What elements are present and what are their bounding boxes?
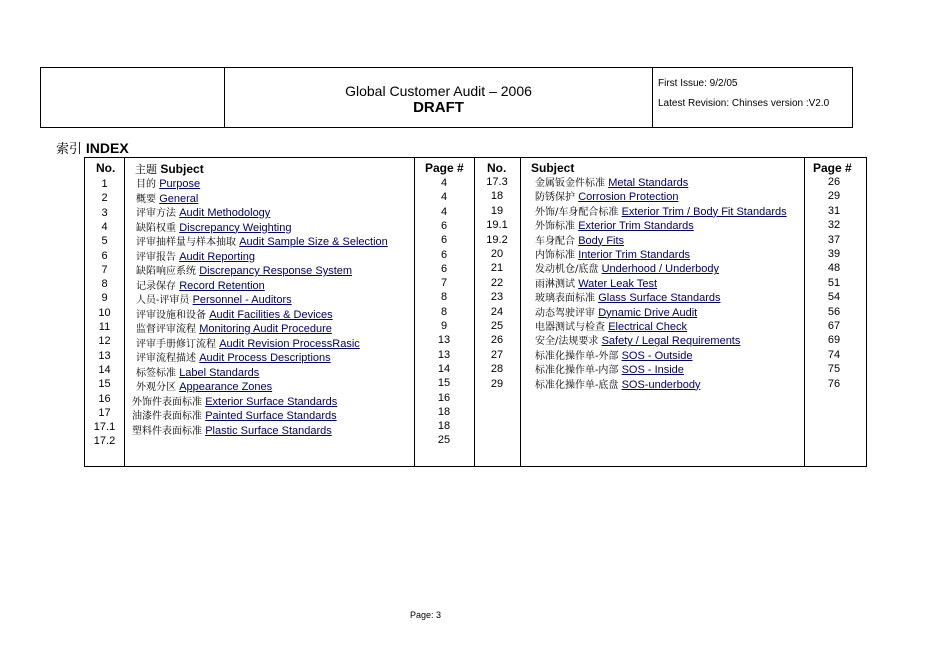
row-subject-cn: 缺陷权重	[136, 222, 180, 234]
row-subject	[535, 292, 720, 305]
row-subject-cn: 记录保存	[136, 280, 180, 292]
row-page: 4	[440, 191, 448, 204]
header-page: Page #	[425, 161, 464, 175]
row-subject	[136, 381, 272, 394]
row-subject-link[interactable]: Audit Reporting	[179, 250, 256, 263]
row-number: 12	[98, 335, 111, 348]
row-number: 6	[101, 249, 108, 262]
row-page: 15	[437, 377, 451, 390]
row-subject-cn: 安全/法规要求	[535, 336, 602, 348]
row-page: 6	[440, 234, 448, 247]
row-page: 18	[437, 405, 451, 418]
row-number: 3	[101, 206, 108, 219]
row-subject	[535, 321, 687, 334]
row-subject	[535, 307, 697, 320]
row-subject	[136, 193, 198, 206]
row-subject-cn: 评审设施和设备	[136, 309, 210, 321]
row-subject-cn: 外观分区	[136, 382, 180, 393]
row-subject	[535, 177, 688, 190]
row-subject	[535, 191, 678, 204]
row-subject	[132, 396, 337, 409]
row-subject	[136, 338, 360, 351]
row-page: 76	[827, 377, 841, 390]
row-subject-link[interactable]: Exterior Trim Standards	[578, 220, 694, 233]
row-subject-link[interactable]: Audit Sample Size & Selection	[239, 236, 388, 248]
document-header	[40, 67, 853, 128]
row-page: 29	[827, 190, 841, 203]
row-number: 7	[101, 263, 108, 276]
row-page: 74	[827, 348, 841, 361]
row-page: 25	[437, 434, 451, 447]
row-subject	[535, 335, 740, 348]
row-number: 27	[490, 348, 504, 361]
row-subject-link[interactable]: Safety / Legal Requirements	[601, 335, 741, 348]
row-page: 32	[827, 219, 841, 232]
row-subject-cn: 雨淋测试	[535, 278, 579, 290]
row-subject	[535, 249, 690, 262]
row-subject-cn: 车身配合	[535, 235, 579, 247]
row-page: 18	[437, 420, 451, 433]
row-subject-link[interactable]: Audit Process Descriptions	[199, 352, 331, 364]
row-subject-link[interactable]: Exterior Surface Standards	[205, 395, 338, 408]
row-subject	[535, 235, 624, 248]
row-subject	[136, 323, 332, 336]
row-page: 13	[437, 334, 451, 347]
header-logo-cell	[41, 68, 225, 127]
row-subject	[132, 425, 332, 438]
row-subject-cn: 塑料件表面标准	[132, 425, 206, 437]
row-page: 6	[440, 262, 448, 275]
row-number: 18	[490, 190, 504, 203]
row-number: 9	[101, 292, 108, 305]
row-subject-link[interactable]: Audit Facilities & Devices	[209, 308, 333, 321]
row-number: 8	[101, 278, 108, 291]
row-subject	[535, 220, 694, 233]
row-subject-cn: 评审抽样量与样本抽取	[136, 237, 240, 248]
row-page: 39	[827, 248, 841, 260]
col-divider	[520, 158, 521, 466]
row-subject-link[interactable]: Exterior Trim / Body Fit Standards	[621, 205, 787, 218]
row-number: 19	[490, 204, 504, 217]
row-number: 14	[98, 363, 111, 376]
row-page: 7	[440, 277, 448, 290]
row-number: 16	[98, 392, 111, 405]
row-page: 6	[440, 219, 448, 232]
header-subject-2: Subject	[531, 161, 575, 175]
row-subject	[136, 265, 352, 278]
row-subject-cn: 发动机仓/底盘	[535, 264, 602, 276]
row-subject-cn: 评审流程描述	[136, 353, 200, 364]
row-subject-link[interactable]: Interior Trim Standards	[578, 249, 691, 261]
row-subject-link[interactable]: Discrepancy Weighting	[179, 221, 292, 234]
index-title	[56, 138, 129, 157]
row-subject-cn: 标准化操作单-内部	[535, 365, 622, 377]
row-page: 13	[437, 348, 451, 361]
row-subject	[136, 352, 331, 365]
row-page: 48	[827, 262, 841, 275]
row-subject-link[interactable]: Label Standards	[179, 366, 260, 379]
row-page: 9	[440, 320, 448, 332]
header-revision-cell	[653, 68, 852, 127]
row-subject-cn: 防锈保护	[535, 192, 579, 204]
row-number: 21	[490, 262, 504, 275]
row-page: 37	[827, 233, 841, 246]
row-page: 4	[440, 205, 448, 218]
header-subject-en: Subject	[160, 162, 204, 176]
row-subject-cn: 外饰/车身配合标准	[535, 206, 622, 218]
row-subject-link[interactable]: Personnel - Auditors	[192, 294, 292, 306]
row-subject-link[interactable]: SOS-underbody	[621, 378, 701, 391]
row-subject	[535, 206, 787, 219]
row-subject-link[interactable]: Purpose	[159, 178, 201, 190]
row-number: 17.3	[486, 176, 508, 188]
row-subject	[136, 236, 388, 249]
row-page: 14	[437, 362, 451, 375]
page-number: Page: 3	[410, 610, 442, 620]
row-subject-cn: 内饰标准	[535, 250, 579, 261]
row-number: 17	[98, 406, 111, 419]
header-no-2: No.	[487, 161, 507, 175]
row-number: 23	[490, 291, 504, 304]
row-subject-link[interactable]: SOS - Outside	[621, 349, 693, 362]
row-subject-link[interactable]: Underhood / Underbody	[601, 263, 719, 276]
row-subject-cn: 目的	[136, 179, 160, 190]
row-number: 15	[98, 378, 111, 391]
row-subject	[136, 178, 200, 191]
row-subject	[136, 222, 291, 235]
row-number: 22	[490, 276, 504, 289]
row-number: 17.2	[93, 435, 116, 448]
header-no: No.	[96, 161, 116, 175]
row-subject	[535, 263, 719, 276]
row-number: 20	[490, 248, 504, 260]
row-page: 8	[440, 305, 448, 318]
row-subject-cn: 玻璃表面标准	[535, 293, 599, 305]
row-page: 26	[827, 176, 841, 188]
row-subject-link[interactable]: Plastic Surface Standards	[205, 424, 332, 437]
row-subject-link[interactable]: Discrepancy Response System	[199, 265, 353, 277]
row-subject-cn: 缺陷响应系统	[136, 266, 200, 277]
row-subject-link[interactable]: Audit Revision ProcessRasic	[219, 337, 360, 350]
row-subject	[535, 350, 692, 363]
row-subject	[132, 410, 337, 423]
row-subject-link[interactable]: Audit Methodology	[179, 207, 271, 219]
row-subject-cn: 评审方法	[136, 208, 180, 219]
row-subject-link[interactable]: Water Leak Test	[578, 277, 658, 290]
row-subject-link[interactable]: Electrical Check	[608, 321, 688, 333]
row-number: 26	[490, 334, 504, 347]
row-subject	[136, 294, 292, 307]
latest-revision: Latest Revision: Chinses version :V2.0	[658, 98, 830, 109]
row-subject-link[interactable]: Record Retention	[179, 279, 265, 292]
row-number: 19.2	[486, 233, 508, 246]
row-page: 54	[827, 291, 841, 304]
row-subject-link[interactable]: Corrosion Protection	[578, 191, 679, 204]
first-issue: First Issue: 9/2/05	[658, 78, 738, 89]
index-table	[84, 157, 867, 467]
row-page: 31	[827, 204, 841, 217]
row-subject	[136, 367, 259, 380]
row-number: 1	[101, 178, 108, 190]
row-subject-link[interactable]: Metal Standards	[608, 177, 689, 189]
row-subject	[535, 278, 657, 291]
row-number: 10	[98, 306, 111, 319]
row-number: 4	[101, 220, 108, 233]
row-subject	[535, 364, 684, 377]
row-subject-cn: 监督评审流程	[136, 324, 200, 335]
row-number: 29	[490, 377, 504, 390]
row-page: 16	[437, 391, 451, 404]
row-number: 13	[98, 349, 111, 362]
row-subject-link[interactable]: Glass Surface Standards	[598, 292, 721, 305]
row-subject-cn: 评审手册修订流程	[136, 338, 220, 350]
row-number: 19.1	[486, 219, 508, 232]
row-subject	[136, 309, 333, 322]
header-subject-cn: 主题	[135, 163, 157, 176]
row-subject-link[interactable]: Appearance Zones	[179, 381, 273, 393]
row-subject-cn: 油漆件表面标准	[132, 411, 206, 422]
row-subject-cn: 评审报告	[136, 251, 180, 263]
header-page-2: Page #	[813, 161, 852, 175]
row-subject-link[interactable]: SOS - Inside	[621, 364, 684, 377]
col-divider	[124, 158, 125, 466]
row-page: 4	[440, 177, 448, 189]
row-subject-cn: 标准化操作单-外部	[535, 350, 622, 362]
row-number: 11	[98, 321, 111, 333]
row-page: 8	[440, 291, 448, 304]
row-page: 69	[827, 334, 841, 347]
row-subject-cn: 标签标准	[136, 367, 180, 379]
row-subject	[136, 251, 255, 264]
row-number: 24	[490, 305, 504, 318]
row-number: 28	[490, 363, 504, 376]
row-subject-link[interactable]: Dynamic Drive Audit	[598, 306, 698, 319]
row-subject	[136, 280, 265, 293]
row-page: 56	[827, 305, 841, 318]
row-number: 5	[101, 235, 108, 248]
index-title-cn: 索引	[56, 142, 83, 157]
row-subject-cn: 外饰标准	[535, 221, 579, 233]
row-subject-link[interactable]: General	[159, 192, 199, 205]
row-subject-link[interactable]: Monitoring Audit Procedure	[199, 323, 332, 335]
row-page: 67	[827, 320, 841, 332]
row-subject	[535, 379, 700, 392]
row-subject-cn: 金属钣金件标准	[535, 178, 609, 189]
row-page: 51	[827, 276, 841, 289]
row-subject-link[interactable]: Painted Surface Standards	[205, 410, 337, 422]
row-subject-cn: 动态驾驶评审	[535, 307, 599, 319]
index-title-en: INDEX	[85, 140, 129, 156]
row-subject-cn: 标准化操作单-底盘	[535, 379, 622, 391]
row-subject-cn: 电器测试与检查	[535, 322, 609, 333]
row-number: 2	[101, 192, 108, 205]
row-subject-cn: 人员-评审员	[136, 295, 193, 306]
draft-label: DRAFT	[413, 99, 464, 116]
header-title-cell	[225, 68, 653, 127]
document-title: Global Customer Audit – 2006	[345, 83, 532, 99]
row-subject-cn: 外饰件表面标准	[132, 396, 206, 408]
row-subject-link[interactable]: Body Fits	[578, 234, 625, 247]
row-subject-cn: 概要	[136, 193, 160, 205]
row-number: 25	[490, 320, 504, 332]
row-subject	[136, 207, 270, 220]
row-number: 17.1	[93, 421, 116, 434]
header-subject	[135, 161, 204, 177]
row-page: 6	[440, 248, 448, 261]
row-page: 75	[827, 363, 841, 376]
